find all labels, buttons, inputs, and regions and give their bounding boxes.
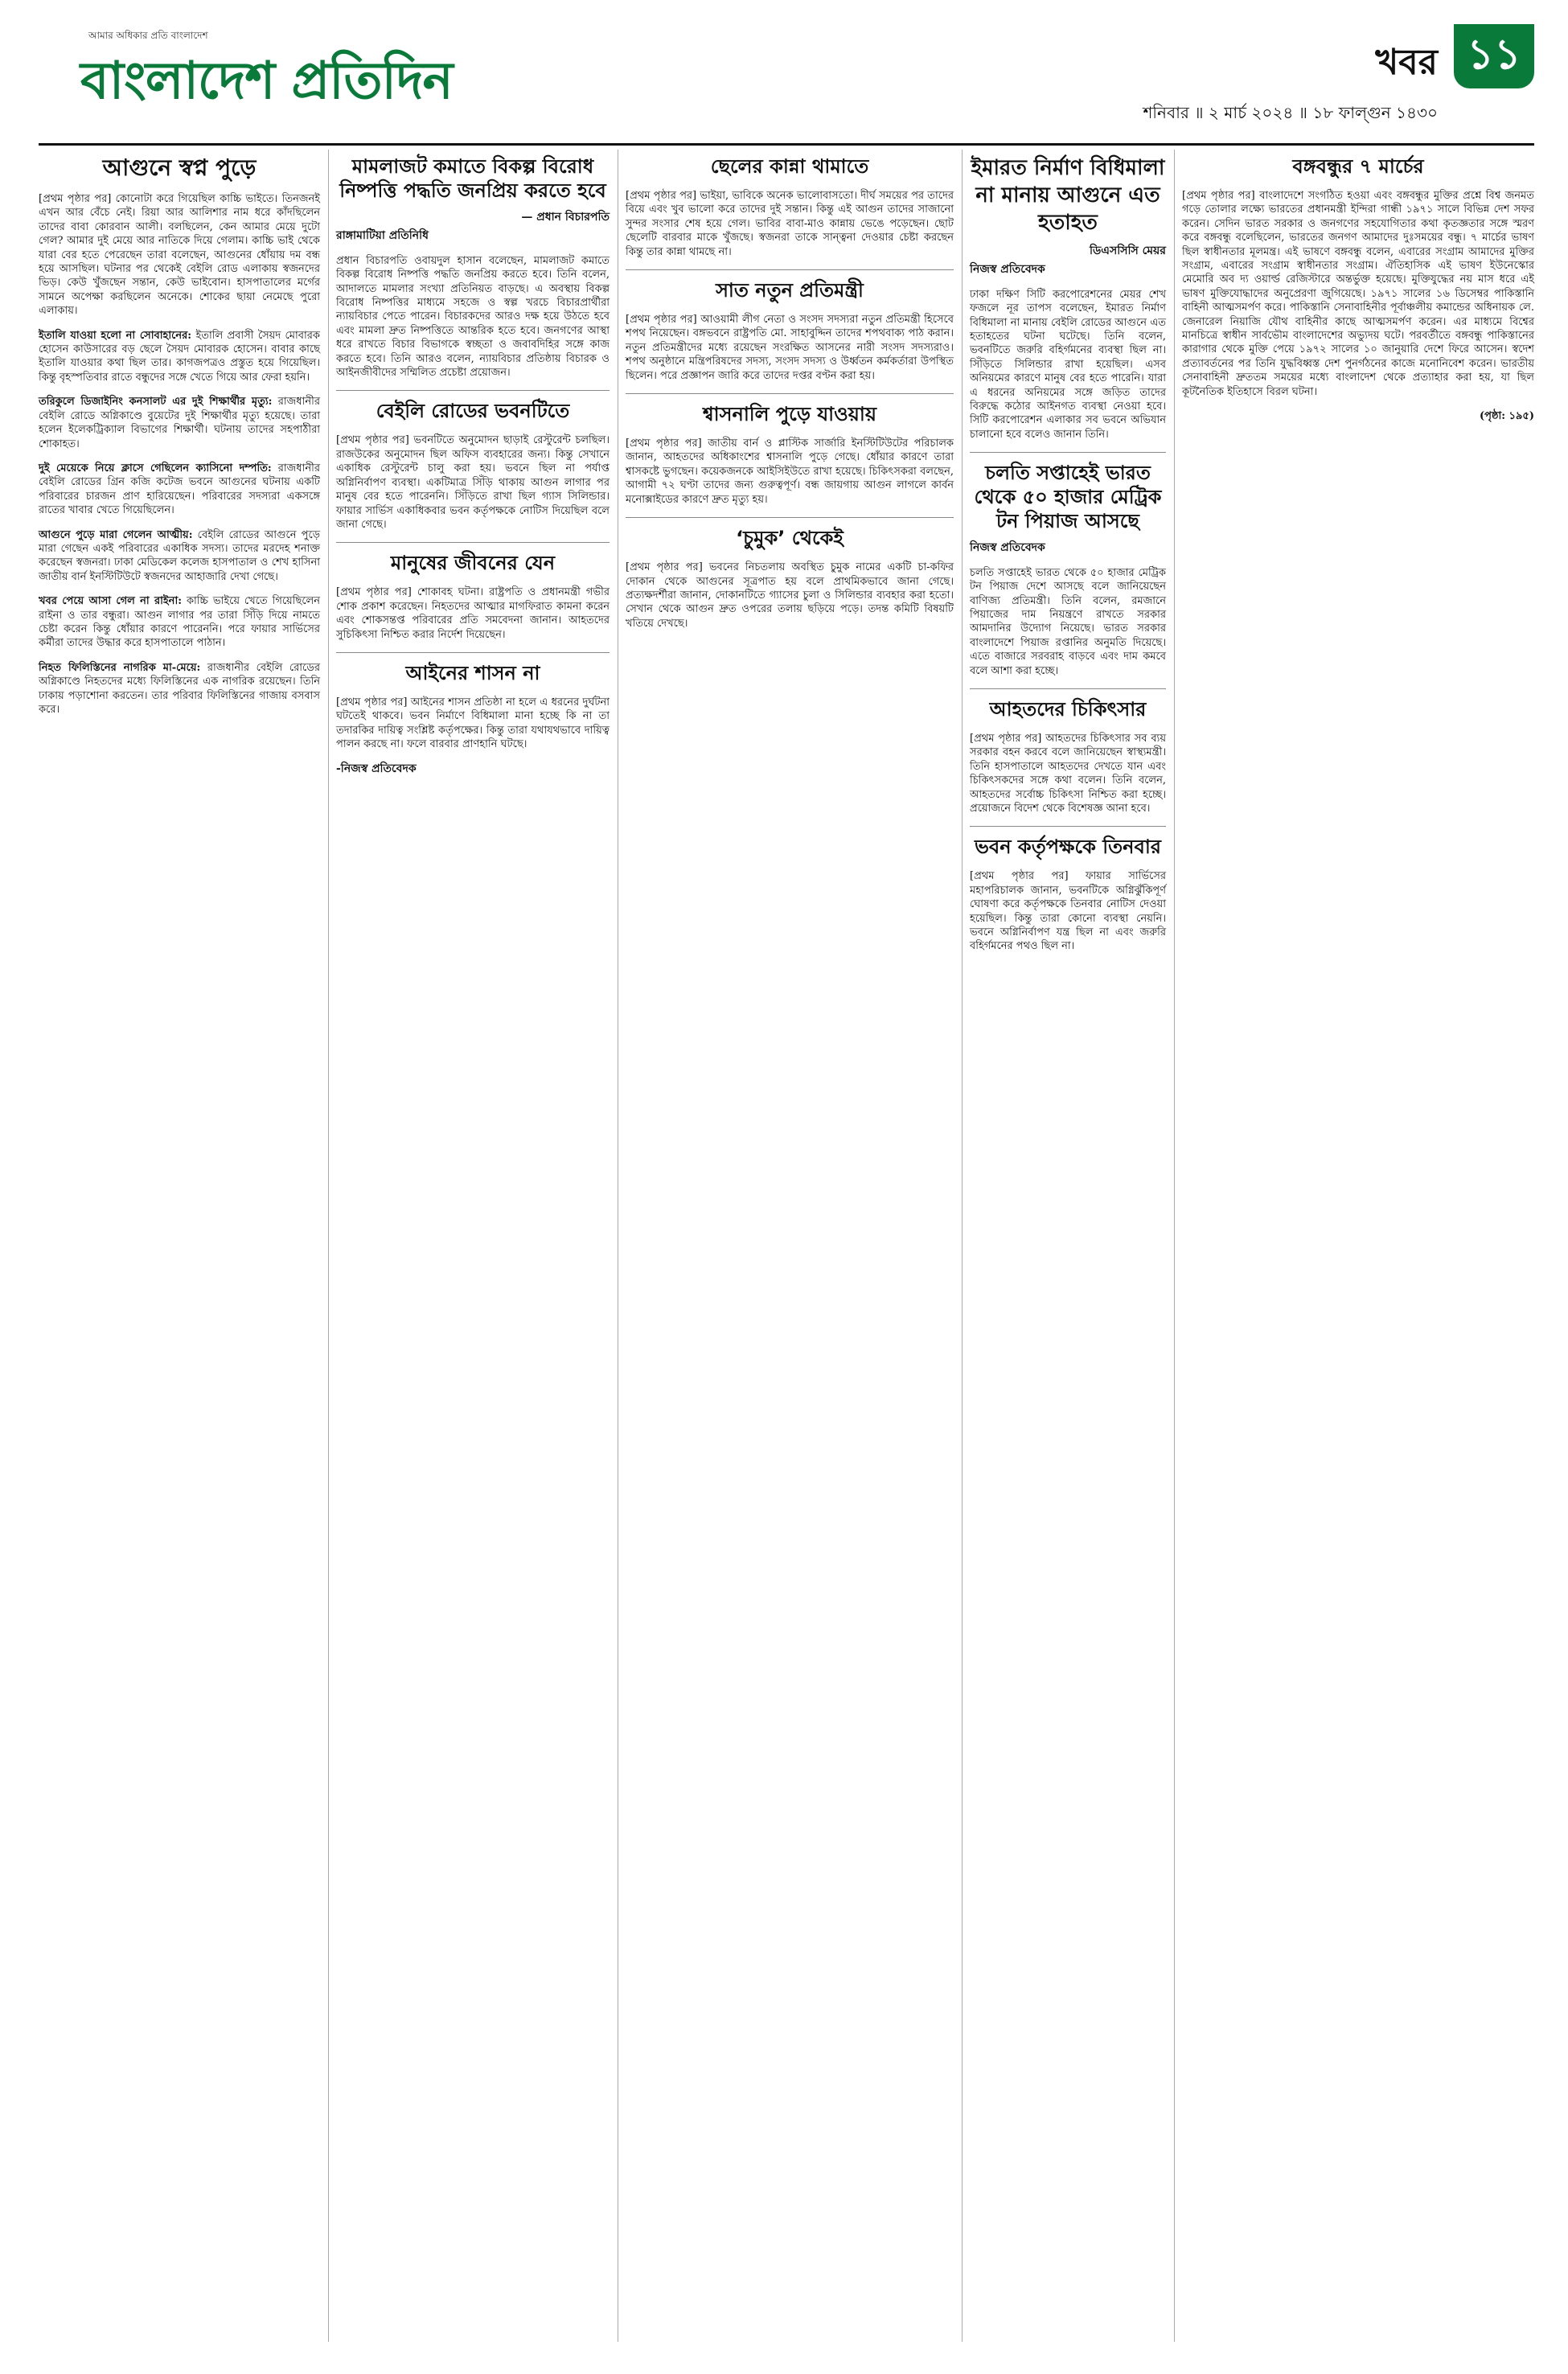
continuation-marker: (পৃষ্ঠা: ১৯৫): [1480, 410, 1534, 423]
headline-cheler-kanna[interactable]: ছেলের কান্না থামাতে: [710, 155, 869, 178]
tagline: আমার অধিকার প্রতি বাংলাদেশ: [88, 30, 208, 41]
headline-bhobon-kortripokkho[interactable]: ভবন কর্তৃপক্ষকে তিনবার: [975, 836, 1161, 859]
article-body: [প্রথম পৃষ্ঠার পর] বাংলাদেশে সংগঠিত হওয়া এবং বঙ্গবন্ধুর মুক্তির প্রশ্নে বিশ্ব জনমত গড়ে তোলার লক্ষ্যে ভারতের প্রধানমন্ত্রী ইন্দিরা গান্ধী ১৯৭১ সালে বিভিন্ন দেশ সফর করেন। সেদিন ভারত সরকার ও জনগণের সহযোগিতার কথা কৃতজ্ঞতার সঙ্গে স্মরণ করে বঙ্গবন্ধু বলেছিলেন, ভারতের জনগণ আমাদের দুঃসময়ের বন্ধু। ৭ মার্চের ভাষণ ছিল স্বাধীনতার মূলমন্ত্র। এই ভাষণে বঙ্গবন্ধু বলেন, এবারের সংগ্রাম আমাদের মুক্তির সংগ্রাম, এবারের সংগ্রাম স্বাধীনতার সংগ্রাম। ঐতিহাসিক এই ভাষণ ইউনেস্কোর মেমোরি অব দ্য ওয়ার্ল্ড রেজিস্টারে অন্তর্ভুক্ত হয়েছে। মুক্তিযুদ্ধের নয় মাস ধরে এই ভাষণ মুক্তিযোদ্ধাদের অনুপ্রেরণা জুগিয়েছে। ১৯৭১ সালের ১৬ ডিসেম্বর পাকিস্তানি বাহিনী আত্মসমর্পণ করে। পাকিস্তানি সেনাবাহিনীর পূর্বাঞ্চলীয় কমান্ডের অধিনায়ক লে. জেনারেল নিয়াজি যৌথ বাহিনীর কাছে আত্মসমর্পণ করেন। এর মাধ্যমে বিশ্বের মানচিত্রে স্বাধীন সার্বভৌম বাংলাদেশের অভ্যুদয় ঘটে। পরবর্তীতে বঙ্গবন্ধু পাকিস্তানের কারাগার থেকে মুক্তি পেয়ে ১৯৭২ সালের ১০ জানুয়ারি দেশে ফিরে আসেন। স্বদেশ প্রত্যাবর্তনের পর তিনি যুদ্ধবিধ্বস্ত দেশ পুনর্গঠনের কাজে মনোনিবেশ করেন। ভারতীয় সেনাবাহিনী দ্রুততম সময়ের মধ্যে বাংলাদেশ থেকে প্রত্যাহার করা হয়, যা ছিল কূটনৈতিক ইতিহাসে বিরল ঘটনা।: [1182, 190, 1534, 398]
headline-aagune-swapno[interactable]: আগুনে স্বপ্ন পুড়ে: [102, 154, 257, 181]
newspaper-logo[interactable]: [39, 24, 457, 121]
subhead: নিহত ফিলিস্তিনের নাগরিক মা-মেয়ে:: [39, 661, 201, 674]
article-body: [প্রথম পৃষ্ঠার পর] ফায়ার সার্ভিসের মহাপরিচালক জানান, ভবনটিকে অগ্নিঝুঁকিপূর্ণ ঘোষণা করে কর্তৃপক্ষকে তিনবার নোটিস দেওয়া হয়েছিল। কিন্তু তারা কোনো ব্যবস্থা নেয়নি। ভবনে অগ্নিনির্বাপণ যন্ত্র ছিল না এবং জরুরি বহির্গমনের পথও ছিল না।: [970, 870, 1166, 953]
headline-manusher-jiboner[interactable]: মানুষের জীবনের যেন: [390, 552, 556, 575]
headline-chumuk[interactable]: ‘চুমুক’ থেকেই: [736, 527, 844, 550]
article-body: কাচ্চি ভাইয়ে খেতে গিয়েছিলেন রাইনা ও তার বন্ধুরা। আগুন লাগার পর তারা সিঁড়ি দিয়ে নামতে চেষ্টা করেন কিন্তু ধোঁয়ার কারণে পারেননি। পরে ফায়ার সার্ভিসের কর্মীরা তাদের উদ্ধার করে হাসপাতালে পাঠান।: [39, 595, 320, 650]
article-body: [প্রথম পৃষ্ঠার পর] আইনের শাসন প্রতিষ্ঠা না হলে এ ধরনের দুর্ঘটনা ঘটতেই থাকবে। ভবন নির্মাণে বিধিমালা মানা হচ্ছে কি না তা তদারকির দায়িত্ব সংশ্লিষ্ট কর্তৃপক্ষের। কিন্তু তারা যথাযথভাবে দায়িত্ব পালন করছে না। ফলে বারবার প্রাণহানি ঘটছে।: [336, 696, 610, 751]
byline: ডিএসসিসি মেয়র: [1090, 244, 1166, 257]
page-number-badge: ১১: [1454, 24, 1534, 88]
byline: — প্রধান বিচারপতি: [521, 211, 610, 224]
section-title: খবর: [1375, 42, 1438, 83]
headline-baily-road-bhobon[interactable]: বেইলি রোডের ভবনটিতে: [376, 400, 570, 423]
headline-shashnali[interactable]: শ্বাসনালি পুড়ে যাওয়ায়: [702, 403, 876, 426]
reporter: রাঙ্গামাটিয়া প্রতিনিধি: [336, 229, 429, 243]
headline-imarat-nirman[interactable]: ইমারত নির্মাণ বিধিমালা না মানায় আগুনে এত হতাহত: [971, 156, 1165, 235]
headline-bangabandhu-7-march[interactable]: বঙ্গবন্ধুর ৭ মার্চের: [1292, 155, 1424, 178]
article-body: রাজধানীর বেইলি রোডের অগ্নিকাণ্ডে নিহতদের মধ্যে ফিলিস্তিনের এক নাগরিক রয়েছেন। তিনি ঢাকায় পড়াশোনা করতেন। তার পরিবার ফিলিস্তিনের গাজায় বসবাস করে।: [39, 661, 320, 716]
article-body: [প্রথম পৃষ্ঠার পর] শোকাবহ ঘটনা। রাষ্ট্রপতি ও প্রধানমন্ত্রী গভীর শোক প্রকাশ করেছেন। নিহতদের আত্মার মাগফিরাত কামনা করেন এবং শোকসন্তপ্ত পরিবারের প্রতি সমবেদনা জানান। আহতদের সুচিকিৎসা নিশ্চিত করার নির্দেশ দিয়েছেন।: [336, 586, 610, 641]
headline-mamlajot[interactable]: মামলাজট কমাতে বিকল্প বিরোধ নিষ্পত্তি পদ্ধতি জনপ্রিয় করতে হবে: [339, 155, 606, 202]
column-2: [336, 153, 610, 781]
article-body: [প্রথম পৃষ্ঠার পর] ভাইয়া, ভাবিকে অনেক ভালোবাসতো। দীর্ঘ সময়ের পর তাদের বিয়ে এবং খুব ভালো করে তাদের দুই সন্তান। কিন্তু এই আগুন তাদের সাজানো সুন্দর সংসার শেষ হয়ে গেল। ভাবির বাবা-মাও কান্নায় ভেঙে পড়েছেন। ছোট ছেলেটি বারবার মাকে খুঁজছে। স্বজনরা তাকে সান্ত্বনা দেওয়ার চেষ্টা করছেন কিন্তু তার কান্না থামছে না।: [626, 190, 954, 258]
article-body: [প্রথম পৃষ্ঠার পর] কোনোটা করে গিয়েছিল কাচ্চি ভাইতে। তিনজনই এখন আর বেঁচে নেই। রিয়া আর আলিশার নাম ধরে কাঁদছিলেন তাদের বাবা কোরবান আলী। বলছিলেন, কেন আমার মেয়ে দুটো গেল? আমার দুই মেয়ে আর নাতিকে দিয়ে গেলাম। কাচ্চি ভাই থেকে যারা বের হতে পেরেছেন তারা বলেছেন, আগুনের ধোঁয়ায় দম বন্ধ হয়ে আসছিল। ঘটনার পর থেকেই বেইলি রোড এলাকায় স্বজনদের ভিড়। কেউ খুঁজছেন সন্তান, কেউ ভাইবোন। হাসপাতালের মর্গের সামনে অপেক্ষা করছিলেন অনেকে। শোকের ছায়া নেমেছে পুরো এলাকায়।: [39, 193, 320, 318]
reporter: -নিজস্ব প্রতিবেদক: [336, 762, 417, 775]
headline-ainer-shason[interactable]: আইনের শাসন না: [405, 661, 540, 684]
subhead: দুই মেয়েকে নিয়ে ক্লাসে গেছিলেন ক্যাসিনো দম্পতি:: [39, 462, 272, 474]
headline-saat-notun-protimontri[interactable]: সাত নতুন প্রতিমন্ত্রী: [716, 279, 864, 302]
column-1: [39, 153, 320, 727]
column-divider: [962, 150, 963, 2342]
reporter: নিজস্ব প্রতিবেদক: [970, 541, 1045, 555]
article-body: [প্রথম পৃষ্ঠার পর] ভবনের নিচতলায় অবস্থিত চুমুক নামের একটি চা-কফির দোকান থেকে আগুনের সূত্রপাত হয় বলে প্রাথমিকভাবে জানা গেছে। প্রত্যক্ষদর্শীরা জানান, দোকানটিতে গ্যাসের চুলা ও সিলিন্ডার ব্যবহার করা হতো। সেখান থেকে আগুন দ্রুত ওপরের তলায় ছড়িয়ে পড়ে। তদন্ত কমিটি বিষয়টি খতিয়ে দেখছে।: [626, 561, 954, 630]
column-4: [970, 153, 1166, 964]
column-3: [626, 153, 954, 641]
article-body: চলতি সপ্তাহেই ভারত থেকে ৫০ হাজার মেট্রিক টন পিয়াজ দেশে আসছে বলে জানিয়েছেন বাণিজ্য প্রতিমন্ত্রী। তিনি বলেন, রমজানে পিয়াজের দাম নিয়ন্ত্রণে রাখতে সরকার আমদানির উদ্যোগ নিয়েছে। ভারত সরকার বাংলাদেশে পিয়াজ রপ্তানির অনুমতি দিয়েছে। এতে বাজারে সরবরাহ বাড়বে এবং দাম কমবে বলে আশা করা হচ্ছে।: [970, 566, 1166, 677]
article-body: রাজধানীর বেইলি রোডে অগ্নিকাণ্ডে বুয়েটের দুই শিক্ষার্থীর মৃত্যু হয়েছে। তারা হলেন ইলেকট্রিক্যাল বিভাগের শিক্ষার্থী। ঘটনায় তাদের সহপাঠীরা শোকাহত।: [39, 396, 320, 450]
article-body: [প্রথম পৃষ্ঠার পর] জাতীয় বার্ন ও প্লাস্টিক সার্জারি ইনস্টিটিউটের পরিচালক জানান, আহতদের অধিকাংশের শ্বাসনালি পুড়ে গেছে। ধোঁয়ার কারণে তারা শ্বাসকষ্টে ভুগছেন। কয়েকজনকে আইসিইউতে রাখা হয়েছে। চিকিৎসকরা বলছেন, আগামী ৭২ ঘণ্টা তাদের জন্য গুরুত্বপূর্ণ। বন্ধ জায়গায় আগুন লাগলে কার্বন মনোক্সাইডের কারণে দ্রুত মৃত্যু হয়।: [626, 437, 954, 506]
masthead-divider: [39, 143, 1534, 146]
subhead: ইতালি যাওয়া হলো না সোবাহানের:: [39, 329, 192, 342]
column-divider: [1174, 150, 1175, 2342]
article-body: ইতালি প্রবাসী সৈয়দ মোবারক হোসেন কাউসারের বড় ছেলে সৈয়দ মোবারক হোসেন। বাবার কাছে ইতালি যাওয়ার কথা ছিল তার। কাগজপত্রও প্রস্তুত হয়ে গিয়েছিল। কিন্তু বৃহস্পতিবার রাতে বন্ধুদের সঙ্গে খেতে গিয়ে আর ফেরা হয়নি।: [39, 329, 321, 384]
logo-text: বাংলাদেশ প্রতিদিন: [80, 51, 453, 111]
subhead: খবর পেয়ে আসা গেল না রাইনা:: [39, 595, 183, 608]
article-body: ঢাকা দক্ষিণ সিটি করপোরেশনের মেয়র শেখ ফজলে নূর তাপস বলেছেন, ইমারত নির্মাণ বিধিমালা না মানায় বেইলি রোডের আগুনে এত হতাহতের ঘটনা ঘটেছে। তিনি বলেন, ভবনটিতে জরুরি বহির্গমনের ব্যবস্থা ছিল না। সিঁড়িতে সিলিন্ডার রাখা হয়েছিল। এসব অনিয়মের কারণে মানুষ বের হতে পারেনি। যারা এ ধরনের অনিয়মের সঙ্গে জড়িত তাদের বিরুদ্ধে কঠোর আইনগত ব্যবস্থা নেওয়া হবে। সিটি করপোরেশন এলাকার সব ভবনে অভিযান চালানো হবে বলেও জানান তিনি।: [970, 288, 1166, 441]
masthead: [39, 24, 1534, 137]
article-body: রাজধানীর বেইলি রোডের গ্রিন কজি কটেজ ভবনে আগুনের ঘটনায় একটি পরিবারের চারজন প্রাণ হারিয়েছেন। পরিবারের সদস্যরা একসঙ্গে রাতের খাবার খেতে গিয়েছিলেন।: [39, 462, 320, 517]
column-divider: [328, 150, 329, 2342]
subhead: আগুনে পুড়ে মারা গেলেন আত্মীয়:: [39, 528, 193, 541]
article-body: [প্রথম পৃষ্ঠার পর] আওয়ামী লীগ নেতা ও সংসদ সদস্যরা নতুন প্রতিমন্ত্রী হিসেবে শপথ নিয়েছেন। বঙ্গভবনে রাষ্ট্রপতি মো. সাহাবুদ্দিন তাদের শপথবাক্য পাঠ করান। নতুন প্রতিমন্ত্রীদের মধ্যে রয়েছেন সংরক্ষিত আসনের নারী সংসদ সদস্যরাও। শপথ অনুষ্ঠানে মন্ত্রিপরিষদের সদস্য, সংসদ সদস্য ও উর্ধ্বতন কর্মকর্তারা উপস্থিত ছিলেন। পরে প্রজ্ঞাপন জারি করে তাদের দপ্তর বণ্টন করা হয়।: [626, 314, 954, 382]
article-body: [প্রথম পৃষ্ঠার পর] আহতদের চিকিৎসার সব ব্যয় সরকার বহন করবে বলে জানিয়েছেন স্বাস্থ্যমন্ত্রী। তিনি হাসপাতালে আহতদের দেখতে যান এবং চিকিৎসকদের সঙ্গে কথা বলেন। তিনি বলেন, আহতদের সর্বোচ্চ চিকিৎসা নিশ্চিত করা হচ্ছে। প্রয়োজনে বিদেশ থেকে বিশেষজ্ঞ আনা হবে।: [970, 732, 1166, 815]
article-body: প্রধান বিচারপতি ওবায়দুল হাসান বলেছেন, মামলাজট কমাতে বিকল্প বিরোধ নিষ্পত্তি পদ্ধতি জনপ্রিয় করতে হবে। তিনি বলেন, আদালতে মামলার সংখ্যা প্রতিনিয়ত বাড়ছে। এ অবস্থায় বিকল্প বিরোধ নিষ্পত্তির মাধ্যমে সহজে ও স্বল্প খরচে বিচারপ্রার্থীরা ন্যায়বিচার পেতে পারেন। বিচারকদের আরও দক্ষ হয়ে উঠতে হবে এবং মামলা দ্রুত নিষ্পত্তিতে আন্তরিক হতে হবে। জনগণের আস্থা ধরে রাখতে বিচার বিভাগকে স্বচ্ছতা ও জবাবদিহির সঙ্গে কাজ করতে হবে। তিনি আরও বলেন, ন্যায়বিচার প্রতিষ্ঠায় বিচারক ও আইনজীবীদের সম্মিলিত প্রচেষ্টা প্রয়োজন।: [336, 254, 610, 380]
article-body: বেইলি রোডের আগুনে পুড়ে মারা গেছেন একই পরিবারের একাধিক সদস্য। তাদের মরদেহ শনাক্ত করেছেন স্বজনরা। ঢাকা মেডিকেল কলেজ হাসপাতাল ও শেখ হাসিনা জাতীয় বার্ন ইনস্টিটিউটে স্বজনদের আহাজারি দেখা গেছে।: [39, 528, 320, 583]
reporter: নিজস্ব প্রতিবেদক: [970, 263, 1045, 277]
headline-ahoter-chikitsa[interactable]: আহতদের চিকিৎসার: [989, 697, 1147, 721]
headline-bharat-piaj[interactable]: চলতি সপ্তাহেই ভারত থেকে ৫০ হাজার মেট্রিক টন পিয়াজ আসছে: [974, 462, 1162, 533]
subhead: তরিকুলে ডিজাইনিং কনসালট এর দুই শিক্ষার্থীর মৃত্যু:: [39, 396, 273, 409]
column-5: [1182, 153, 1534, 424]
article-body: [প্রথম পৃষ্ঠার পর] ভবনটিতে অনুমোদন ছাড়াই রেস্টুরেন্ট চলছিল। রাজউকের অনুমোদন ছিল অফিস ব্যবহারের জন্য। কিন্তু সেখানে একাধিক রেস্টুরেন্ট চালু করা হয়। ভবনে ছিল না পর্যাপ্ত অগ্নিনির্বাপণ ব্যবস্থা। একটিমাত্র সিঁড়ি থাকায় আগুন লাগার পর মানুষ বের হতে পারেননি। সিঁড়িতে রাখা ছিল গ্যাস সিলিন্ডার। ফায়ার সার্ভিস একাধিকবার ভবন কর্তৃপক্ষকে নোটিস দিয়েছিল বলে জানা গেছে।: [336, 434, 610, 531]
issue-date: শনিবার ॥ ২ মার্চ ২০২৪ ॥ ১৮ ফাল্গুন ১৪৩০: [1143, 103, 1438, 122]
